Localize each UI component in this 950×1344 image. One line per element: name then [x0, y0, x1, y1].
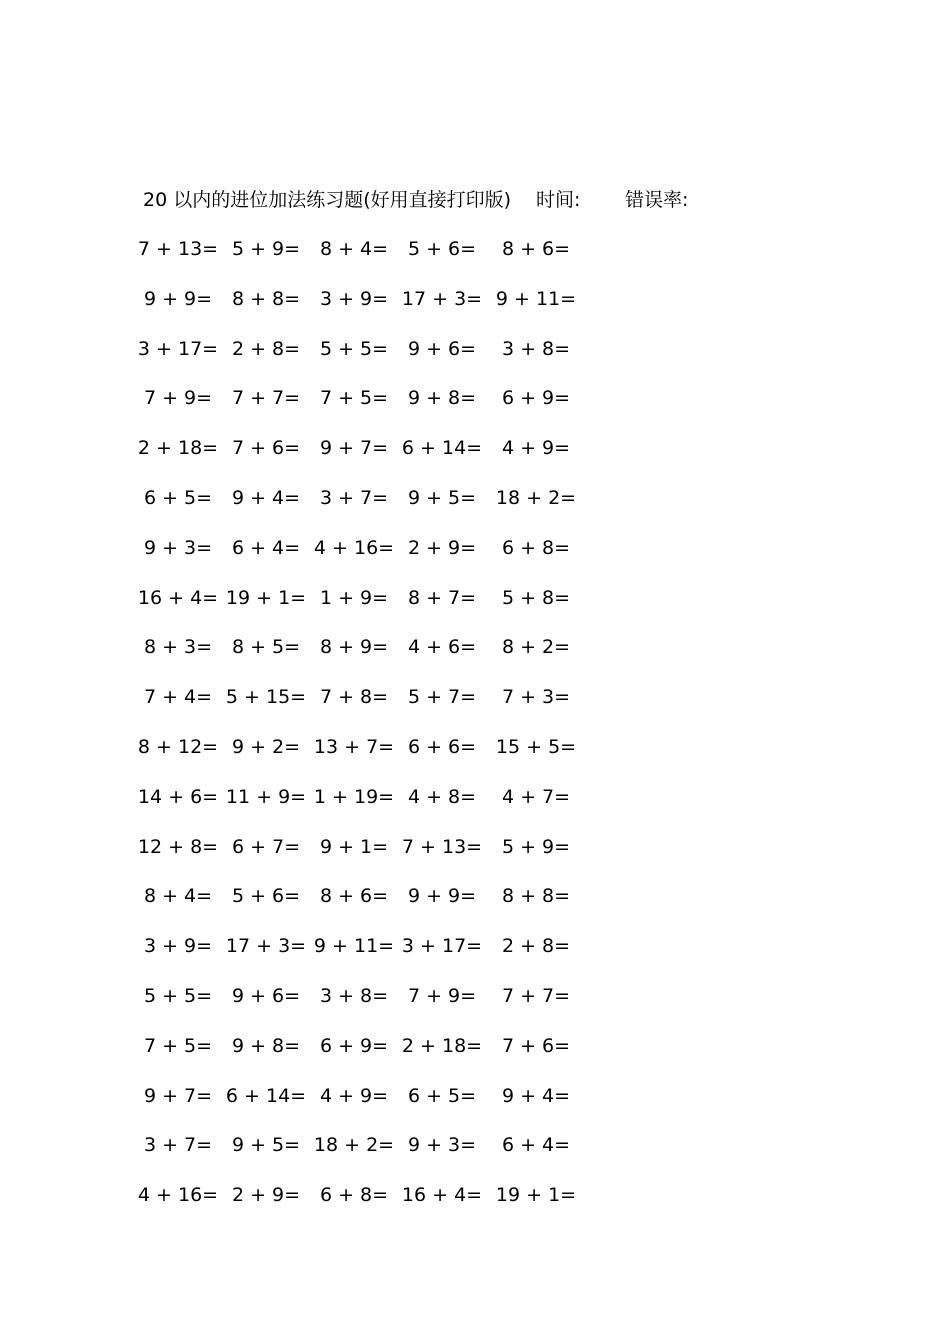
problem-row [0, 484, 950, 534]
problem-item: 7 + 3= [501, 686, 571, 709]
problem-item: 5 + 9= [501, 835, 571, 858]
problem-item: 18 + 2= [313, 1134, 395, 1157]
problem-item: 9 + 9= [143, 287, 213, 310]
problem-row [0, 733, 950, 783]
problem-row [0, 584, 950, 634]
problem-item: 4 + 8= [407, 785, 477, 808]
problem-item: 4 + 16= [313, 536, 395, 559]
worksheet-header [143, 186, 843, 214]
problem-item: 8 + 8= [231, 287, 301, 310]
problem-item: 5 + 6= [407, 238, 477, 260]
problem-item: 6 + 8= [319, 1184, 389, 1207]
problem-item: 6 + 14= [225, 1084, 307, 1107]
problem-item: 6 + 6= [407, 735, 477, 758]
problem-item: 3 + 8= [319, 984, 389, 1007]
problem-item: 4 + 6= [407, 636, 477, 659]
problem-item: 5 + 5= [143, 984, 213, 1007]
problem-row [0, 384, 950, 434]
problem-item: 8 + 8= [501, 885, 571, 908]
time-label: 时间: [536, 189, 581, 211]
problem-item: 9 + 3= [407, 1134, 477, 1157]
problem-item: 2 + 8= [231, 337, 301, 360]
problem-item: 6 + 4= [231, 536, 301, 559]
problem-item: 8 + 9= [319, 636, 389, 659]
problem-row [0, 982, 950, 1032]
problem-item: 6 + 5= [407, 1084, 477, 1107]
problem-item: 7 + 6= [231, 437, 301, 460]
problem-row [0, 882, 950, 932]
problem-row [0, 1032, 950, 1082]
problem-grid [0, 235, 950, 1231]
problem-item: 5 + 7= [407, 686, 477, 709]
problem-item: 2 + 8= [501, 935, 571, 958]
problem-item: 3 + 17= [137, 337, 219, 360]
problem-item: 6 + 9= [501, 387, 571, 410]
problem-item: 9 + 4= [501, 1084, 571, 1107]
problem-row [0, 833, 950, 883]
problem-item: 8 + 3= [143, 636, 213, 659]
problem-item: 9 + 9= [407, 885, 477, 908]
problem-row [0, 783, 950, 833]
problem-item: 9 + 5= [407, 486, 477, 509]
problem-item: 8 + 12= [137, 735, 219, 758]
problem-item: 7 + 7= [501, 984, 571, 1007]
problem-row [0, 534, 950, 584]
problem-row [0, 1082, 950, 1132]
problem-item: 3 + 8= [501, 337, 571, 360]
problem-item: 7 + 9= [407, 984, 477, 1007]
problem-item: 7 + 13= [401, 835, 483, 858]
problem-item: 8 + 6= [319, 885, 389, 908]
problem-row [0, 633, 950, 683]
problem-item: 19 + 1= [495, 1184, 577, 1207]
problem-item: 5 + 5= [319, 337, 389, 360]
problem-item: 9 + 8= [231, 1034, 301, 1057]
problem-item: 6 + 9= [319, 1034, 389, 1057]
problem-item: 9 + 6= [231, 984, 301, 1007]
problem-row [0, 1131, 950, 1181]
problem-item: 5 + 9= [231, 238, 301, 260]
problem-item: 9 + 7= [319, 437, 389, 460]
problem-item: 6 + 8= [501, 536, 571, 559]
problem-item: 9 + 11= [495, 287, 577, 310]
problem-item: 3 + 7= [143, 1134, 213, 1157]
problem-item: 1 + 9= [319, 586, 389, 609]
problem-row [0, 235, 950, 285]
problem-item: 9 + 4= [231, 486, 301, 509]
problem-item: 6 + 5= [143, 486, 213, 509]
problem-item: 18 + 2= [495, 486, 577, 509]
problem-item: 17 + 3= [225, 935, 307, 958]
problem-item: 9 + 11= [313, 935, 395, 958]
problem-item: 19 + 1= [225, 586, 307, 609]
problem-item: 5 + 8= [501, 586, 571, 609]
problem-row [0, 932, 950, 982]
problem-item: 9 + 6= [407, 337, 477, 360]
problem-item: 7 + 4= [143, 686, 213, 709]
problem-item: 9 + 3= [143, 536, 213, 559]
problem-item: 16 + 4= [401, 1184, 483, 1207]
problem-item: 3 + 17= [401, 935, 483, 958]
problem-item: 15 + 5= [495, 735, 577, 758]
problem-item: 8 + 4= [319, 238, 389, 260]
problem-item: 2 + 18= [137, 437, 219, 460]
problem-item: 2 + 9= [231, 1184, 301, 1207]
problem-item: 16 + 4= [137, 586, 219, 609]
problem-row [0, 434, 950, 484]
problem-item: 9 + 1= [319, 835, 389, 858]
problem-item: 9 + 7= [143, 1084, 213, 1107]
problem-item: 2 + 9= [407, 536, 477, 559]
problem-item: 5 + 6= [231, 885, 301, 908]
problem-item: 4 + 16= [137, 1184, 219, 1207]
problem-item: 4 + 7= [501, 785, 571, 808]
problem-item: 4 + 9= [501, 437, 571, 460]
problem-row [0, 683, 950, 733]
problem-item: 8 + 6= [501, 238, 571, 260]
problem-item: 6 + 7= [231, 835, 301, 858]
problem-item: 8 + 4= [143, 885, 213, 908]
problem-item: 3 + 9= [143, 935, 213, 958]
problem-item: 4 + 9= [319, 1084, 389, 1107]
problem-item: 7 + 5= [143, 1034, 213, 1057]
problem-row [0, 1181, 950, 1231]
problem-item: 7 + 8= [319, 686, 389, 709]
problem-item: 8 + 2= [501, 636, 571, 659]
problem-item: 3 + 7= [319, 486, 389, 509]
problem-item: 7 + 5= [319, 387, 389, 410]
problem-item: 12 + 8= [137, 835, 219, 858]
problem-item: 9 + 5= [231, 1134, 301, 1157]
problem-item: 8 + 7= [407, 586, 477, 609]
problem-item: 17 + 3= [401, 287, 483, 310]
problem-item: 7 + 9= [143, 387, 213, 410]
problem-item: 9 + 8= [407, 387, 477, 410]
problem-row [0, 285, 950, 335]
problem-item: 7 + 6= [501, 1034, 571, 1057]
problem-item: 2 + 18= [401, 1034, 483, 1057]
problem-item: 1 + 19= [313, 785, 395, 808]
problem-item: 13 + 7= [313, 735, 395, 758]
problem-row [0, 335, 950, 385]
problem-item: 7 + 7= [231, 387, 301, 410]
problem-item: 8 + 5= [231, 636, 301, 659]
problem-item: 11 + 9= [225, 785, 307, 808]
problem-item: 6 + 4= [501, 1134, 571, 1157]
problem-item: 5 + 15= [225, 686, 307, 709]
worksheet-title: 20 以内的进位加法练习题(好用直接打印版) [143, 189, 512, 211]
error-rate-label: 错误率: [625, 189, 689, 211]
problem-item: 9 + 2= [231, 735, 301, 758]
problem-item: 3 + 9= [319, 287, 389, 310]
problem-item: 7 + 13= [137, 238, 219, 260]
problem-item: 6 + 14= [401, 437, 483, 460]
problem-item: 14 + 6= [137, 785, 219, 808]
